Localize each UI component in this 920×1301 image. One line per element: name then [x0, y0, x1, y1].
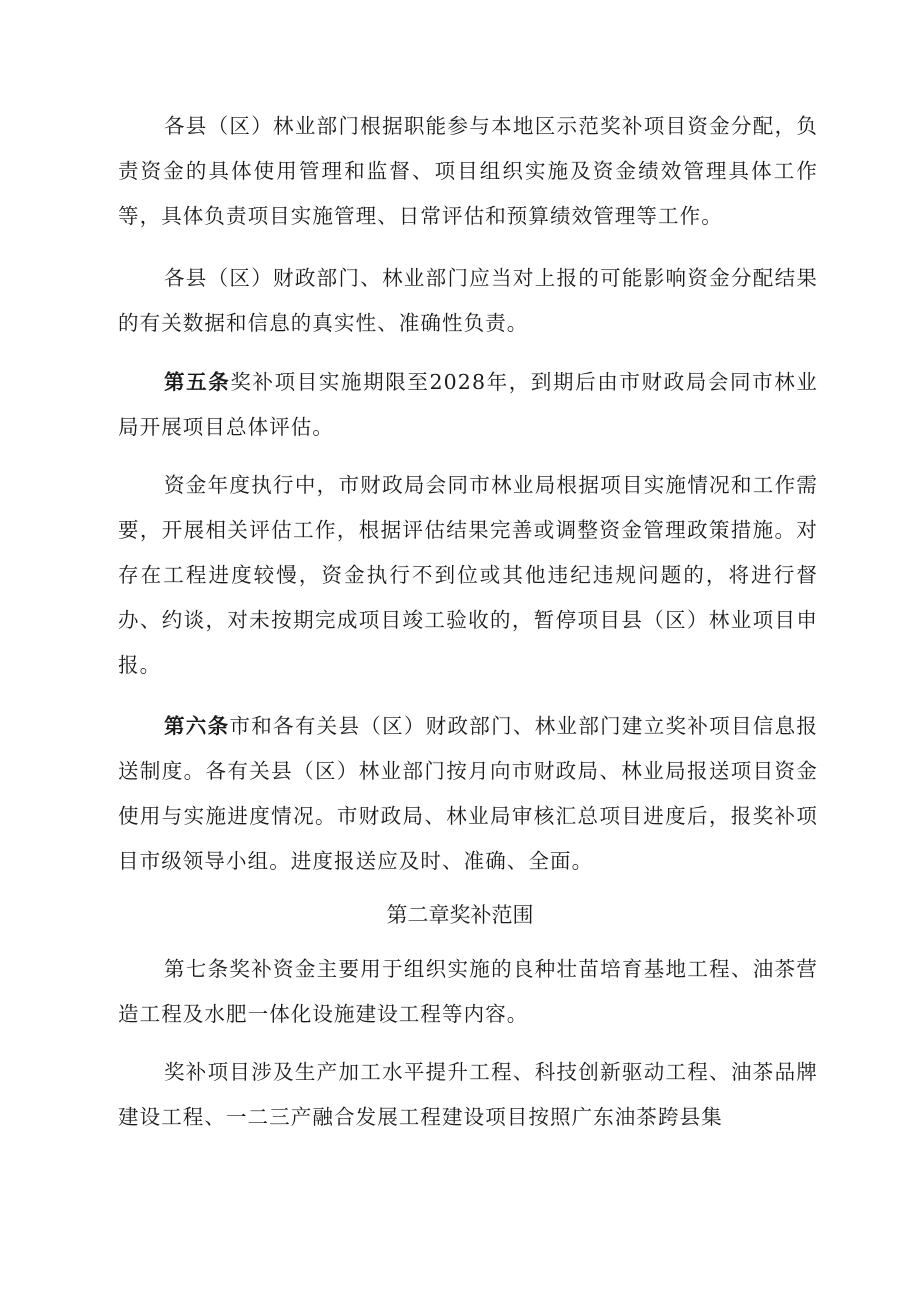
paragraph-data-responsibility [118, 256, 818, 346]
paragraph-annual-execution [118, 463, 818, 688]
paragraph-text: 各县（区）林业部门根据职能参与本地区示范奖补项目资金分配，负责资金的具体使用管理和监督、项目组织实施及资金绩效管理具体工作等，具体负责项目实施管理、日常评估和预算绩效管理等工作。 [118, 114, 818, 228]
article-label: 第六条 [164, 714, 230, 738]
paragraph-text: 奖补项目涉及生产加工水平提升工程、科技创新驱动工程、油茶品牌建设工程、一二三产融合发展工程建设项目按照广东油茶跨县集 [118, 1060, 818, 1129]
paragraph-project-scope [118, 1050, 818, 1140]
paragraph-county-forestry-duties [118, 104, 818, 239]
paragraph-article-7 [118, 947, 818, 1037]
paragraph-text: 各县（区）财政部门、林业部门应当对上报的可能影响资金分配结果的有关数据和信息的真实性、准确性负责。 [118, 266, 818, 335]
paragraph-text: 资金年度执行中，市财政局会同市林业局根据项目实施情况和工作需要，开展相关评估工作，根据评估结果完善或调整资金管理政策措施。对存在工程进度较慢，资金执行不到位或其他违纪违规问题的，将进行督办、约谈，对未按期完成项目竣工验收的，暂停项目县（区）林业项目申报。 [118, 473, 818, 677]
chapter-title: 第二章奖补范围 [386, 903, 534, 927]
paragraph-text: 第七条奖补资金主要用于组织实施的良种壮苗培育基地工程、油茶营造工程及水肥一体化设施建设工程等内容。 [118, 957, 818, 1026]
paragraph-text: 奖补项目实施期限至2028年，到期后由市财政局会同市林业局开展项目总体评估。 [118, 370, 818, 439]
paragraph-article-6 [118, 704, 818, 884]
paragraph-article-5 [118, 360, 818, 450]
article-label: 第五条 [164, 370, 231, 394]
paragraph-text: 市和各有关县（区）财政部门、林业部门建立奖补项目信息报送制度。各有关县（区）林业部门按月向市财政局、林业局报送项目资金使用与实施进度情况。市财政局、林业局审核汇总项目进度后，报奖补项目市级领导小组。进度报送应及时、准确、全面。 [118, 714, 818, 873]
